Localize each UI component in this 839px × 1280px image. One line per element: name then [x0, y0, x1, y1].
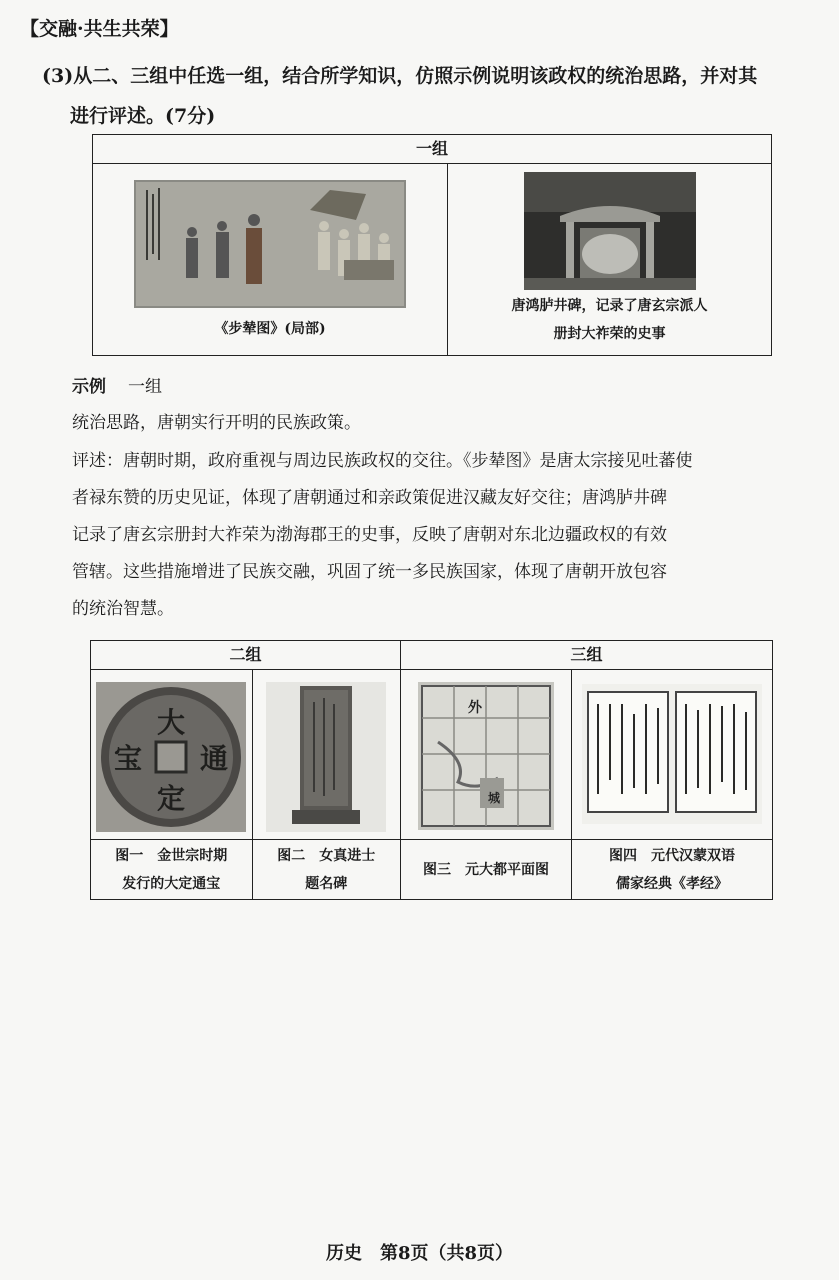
fig4-cell	[572, 670, 773, 840]
fig1-caption-line2: 发行的大定通宝	[122, 875, 221, 892]
fig2-caption-line2: 题名碑	[305, 875, 348, 892]
fig4-caption-line1: 图四 元代汉蒙双语	[609, 847, 735, 864]
example-label: 示例	[72, 377, 106, 397]
review-line: 记录了唐玄宗册封大祚荣为渤海郡王的史事，反映了唐朝对东北边疆政权的有效	[72, 525, 667, 545]
fig1-caption-line1: 图一 金世宗时期	[115, 847, 228, 864]
dading-coin-image	[96, 682, 246, 832]
review-line: 的统治智慧。	[72, 599, 174, 619]
jurchen-stele-image	[266, 682, 386, 832]
xiaojing-book-image	[582, 684, 762, 824]
honglujing-stele-image	[524, 172, 696, 290]
question-line-2: 进行评述。(7分)	[70, 105, 216, 127]
group1-header: 一组	[93, 135, 772, 164]
review-line: 管辖。这些措施增进了民族交融，巩固了统一多民族国家，体现了唐朝开放包容	[72, 562, 667, 582]
fig3-caption: 图三 元大都平面图	[401, 840, 572, 900]
group1-left-caption: 《步辇图》(局部)	[214, 321, 326, 337]
group1-right-caption-1: 唐鸿胪井碑，记录了唐玄宗派人	[511, 298, 708, 314]
group1-left-cell	[93, 164, 448, 356]
question-text	[42, 56, 812, 136]
example-title	[72, 372, 162, 397]
coin-char-bottom: 定	[157, 782, 186, 815]
section-tag: 【交融·共生共荣】	[20, 18, 179, 40]
fig3-cell	[401, 670, 572, 840]
fig1-cell	[91, 670, 253, 840]
example-group: 一组	[128, 377, 162, 397]
group23-table	[90, 640, 773, 900]
group1-right-cell	[448, 164, 772, 356]
map-label-city: 城	[488, 791, 501, 805]
dadu-map-image	[418, 682, 554, 830]
example-review	[72, 443, 802, 628]
coin-char-right: 通	[200, 742, 229, 775]
fig4-caption-line2: 儒家经典《孝经》	[616, 875, 728, 892]
coin-char-top: 大	[157, 706, 186, 739]
coin-char-left: 宝	[114, 742, 143, 775]
review-line: 者禄东赞的历史见证，体现了唐朝通过和亲政策促进汉藏友好交往；唐鸿胪井碑	[72, 488, 667, 508]
fig1-caption	[91, 840, 253, 900]
group1-table	[92, 134, 772, 356]
group1-right-caption-2: 册封大祚荣的史事	[553, 326, 666, 342]
bunian-painting-image	[134, 180, 406, 308]
map-label-outer: 外	[468, 700, 482, 716]
fig2-caption	[252, 840, 400, 900]
fig4-caption	[572, 840, 773, 900]
group3-header: 三组	[401, 641, 773, 670]
review-line: 评述：唐朝时期，政府重视与周边民族政权的交往。《步辇图》是唐太宗接见吐蕃使	[72, 451, 693, 471]
question-line-1: (3)从二、三组中任选一组，结合所学知识，仿照示例说明该政权的统治思路，并对其	[42, 65, 758, 87]
fig2-cell	[252, 670, 400, 840]
fig2-caption-line1: 图二 女真进士	[277, 847, 376, 864]
example-thought: 统治思路，唐朝实行开明的民族政策。	[72, 413, 361, 433]
page-footer: 历史 第8页（共8页）	[325, 1243, 514, 1264]
group2-header: 二组	[91, 641, 401, 670]
